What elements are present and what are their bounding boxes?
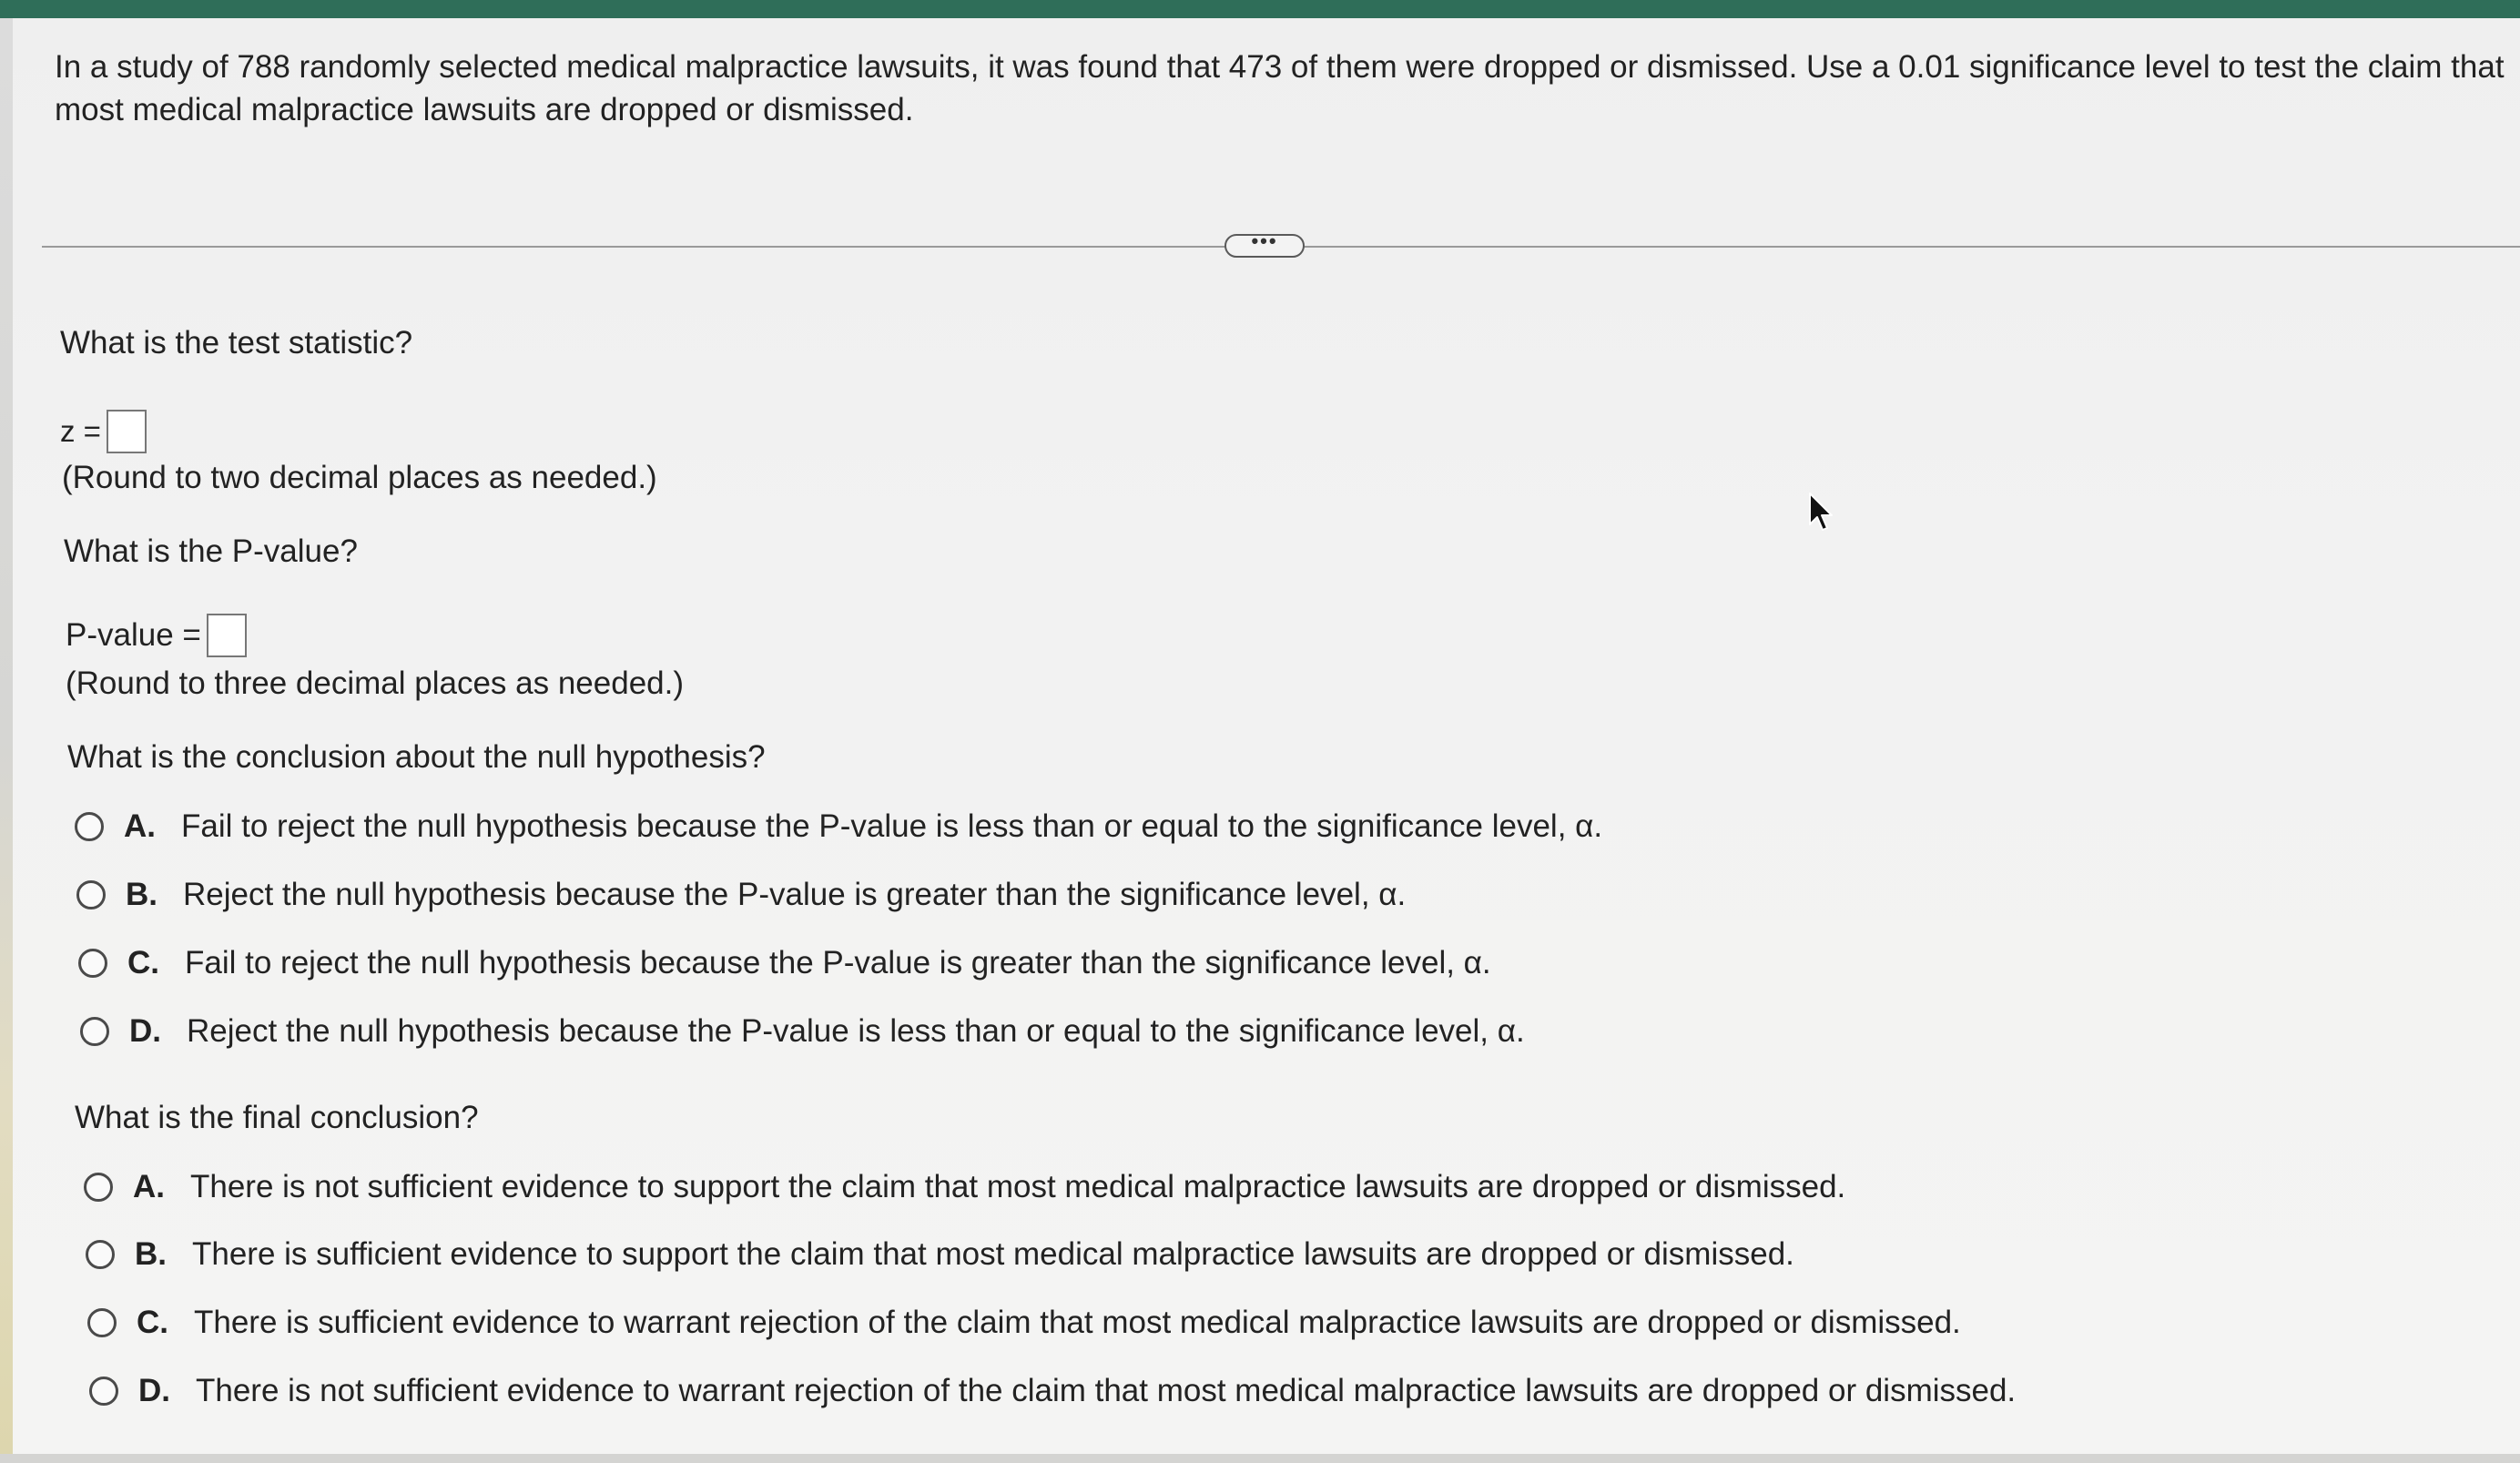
final-option-a[interactable] — [84, 1169, 1845, 1205]
null-option-d[interactable] — [80, 1013, 1525, 1050]
z-label: z = — [60, 414, 101, 448]
option-letter: B. — [126, 877, 158, 912]
final-conclusion-prompt: What is the final conclusion? — [75, 1100, 479, 1135]
option-letter: D. — [129, 1013, 161, 1049]
null-option-b[interactable] — [76, 877, 1406, 913]
option-text: Reject the null hypothesis because the P-value is less than or equal to the significance level, α. — [187, 1013, 1525, 1049]
radio-button-icon[interactable] — [89, 1377, 118, 1406]
p-value-label: P-value = — [66, 617, 201, 653]
p-value-prompt: What is the P-value? — [64, 533, 358, 569]
option-letter: A. — [124, 808, 156, 844]
question-text: In a study of 788 randomly selected medical malpractice lawsuits, it was found that 473 of them were dropped or dismissed. Use a 0.01 significance level to test the claim that most medical malpractice lawsuits are dropped or dismissed. — [55, 49, 2505, 127]
radio-button-icon[interactable] — [78, 949, 107, 978]
final-option-c[interactable] — [87, 1305, 1961, 1341]
p-value-answer-input[interactable] — [207, 614, 247, 657]
z-answer-input[interactable] — [107, 410, 147, 453]
option-letter: C. — [137, 1305, 168, 1340]
z-rounding-hint: (Round to two decimal places as needed.) — [62, 460, 657, 495]
option-text: There is sufficient evidence to support the claim that most medical malpractice lawsuits are dropped or dismissed. — [192, 1236, 1794, 1272]
option-text: There is not sufficient evidence to warrant rejection of the claim that most medical malpractice lawsuits are dropped or dismissed. — [196, 1373, 2017, 1408]
radio-button-icon[interactable] — [75, 812, 104, 841]
radio-button-icon[interactable] — [76, 880, 106, 909]
radio-button-icon[interactable] — [86, 1240, 115, 1269]
p-value-rounding-hint: (Round to three decimal places as needed.) — [66, 665, 685, 701]
radio-button-icon[interactable] — [84, 1173, 113, 1202]
option-letter: D. — [138, 1373, 170, 1408]
option-letter: C. — [127, 945, 159, 980]
radio-button-icon[interactable] — [80, 1017, 109, 1046]
mouse-pointer-icon — [1807, 492, 1836, 539]
final-option-d[interactable] — [89, 1373, 2016, 1409]
option-letter: B. — [135, 1236, 167, 1272]
left-edge — [0, 18, 13, 1463]
option-text: There is not sufficient evidence to support the claim that most medical malpractice lawsuits are dropped or dismissed. — [190, 1169, 1846, 1204]
radio-button-icon[interactable] — [87, 1308, 117, 1337]
final-option-b[interactable] — [86, 1236, 1794, 1273]
show-more-button[interactable]: ••• — [1224, 234, 1305, 258]
null-option-a[interactable] — [75, 808, 1602, 845]
header-bar — [0, 0, 2520, 18]
test-statistic-prompt: What is the test statistic? — [60, 325, 413, 361]
option-text: There is sufficient evidence to warrant rejection of the claim that most medical malpractice lawsuits are dropped or dismissed. — [194, 1305, 1961, 1340]
option-letter: A. — [133, 1169, 165, 1204]
bottom-edge — [0, 1454, 2520, 1463]
null-conclusion-prompt: What is the conclusion about the null hypothesis? — [67, 739, 766, 775]
option-text: Fail to reject the null hypothesis because the P-value is greater than the significance level, α. — [185, 945, 1491, 980]
null-option-c[interactable] — [78, 945, 1491, 981]
p-value-row — [66, 614, 247, 657]
option-text: Fail to reject the null hypothesis because the P-value is less than or equal to the significance level, α. — [181, 808, 1603, 844]
option-text: Reject the null hypothesis because the P-value is greater than the significance level, α. — [183, 877, 1407, 912]
z-row — [60, 410, 147, 453]
